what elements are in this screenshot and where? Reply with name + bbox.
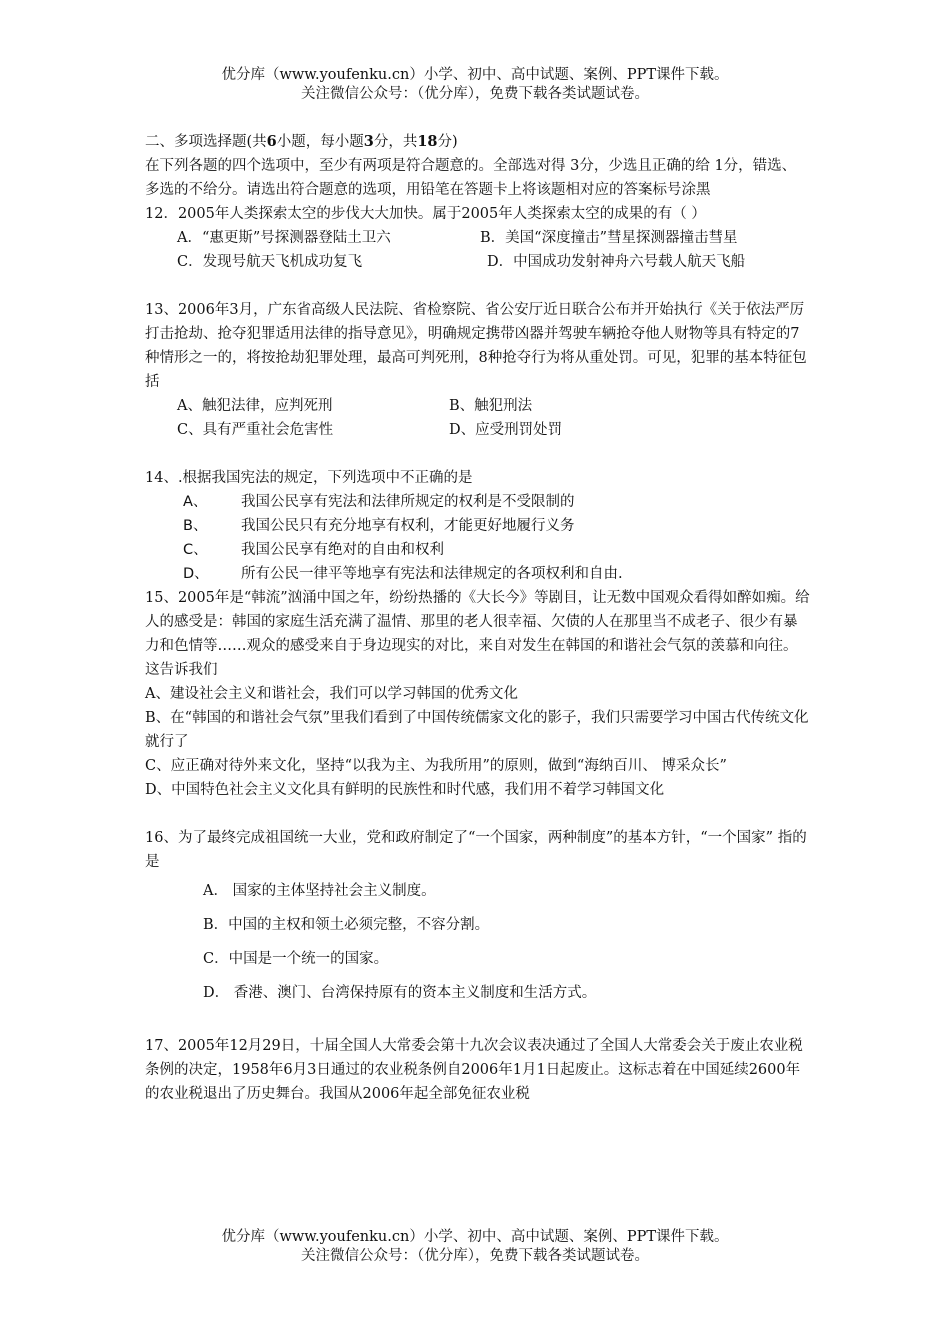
question-12 — [145, 202, 810, 274]
question-stem: 12．2005年人类探索太空的步伐大大加快。属于2005年人类探索太空的成果的有（ ） — [145, 206, 706, 222]
option-b: B、 我国公民只有充分地享有权利，才能更好地履行义务 — [183, 518, 575, 534]
footer-line-1: 优分库（www.youfenku.cn）小学、初中、高中试题、案例、PPT课件下载。 — [221, 1229, 729, 1245]
question-15 — [145, 586, 810, 802]
option-row — [145, 394, 810, 418]
section-instructions: 在下列各题的四个选项中，至少有两项是符合题意的。全部选对得 3分，少选且正确的给 1分，错选、多选的不给分。请选出符合题意的选项，用铅笔在答题卡上将该题相对应的答案标号涂黑 — [145, 158, 797, 198]
option-b: B、触犯刑法 — [449, 398, 533, 414]
document-body — [145, 130, 810, 1106]
section-title: 二、多项选择题(共6小题，每小题3分，共18分) — [145, 133, 458, 150]
option-a: A．“惠更斯”号探测器登陆土卫六 — [177, 230, 391, 246]
footer-line-2: 关注微信公众号：（优分库），免费下载各类试题试卷。 — [301, 1248, 649, 1264]
option-row — [145, 250, 810, 274]
option-d: D、应受刑罚处罚 — [449, 422, 563, 438]
question-14 — [145, 466, 810, 586]
option-row — [145, 418, 810, 442]
header-line-1: 优分库（www.youfenku.cn）小学、初中、高中试题、案例、PPT课件下载。 — [221, 67, 729, 83]
points-each: 3 — [363, 133, 374, 150]
option-d: D．中国成功发射神舟六号载人航天飞船 — [487, 254, 746, 270]
option-c: C、 我国公民享有绝对的自由和权利 — [183, 542, 444, 558]
page-header — [0, 66, 950, 104]
option-a: A． 国家的主体坚持社会主义制度。 — [203, 883, 436, 899]
points-total: 18 — [417, 133, 438, 150]
option-a: A、 我国公民享有宪法和法律所规定的权利是不受限制的 — [183, 494, 575, 510]
question-17 — [145, 1034, 810, 1106]
question-count: 6 — [266, 133, 277, 150]
option-row — [145, 226, 810, 250]
question-13 — [145, 298, 810, 442]
option-d: D、中国特色社会主义文化具有鲜明的民族性和时代感，我们用不着学习韩国文化 — [145, 782, 665, 798]
question-stem: 17、2005年12月29日，十届全国人大常委会第十九次会议表决通过了全国人大常委会关于废止农业税条例的决定，1958年6月3日通过的农业税条例自2006年1月1日起废止。这标志着在中国延续2600年的农业税退出了历史舞台。我国从2006年起全部免征农业税 — [145, 1038, 803, 1102]
page-footer — [0, 1228, 950, 1266]
option-a: A、触犯法律，应判死刑 — [177, 398, 333, 414]
option-c: C．中国是一个统一的国家。 — [203, 951, 389, 967]
question-16 — [145, 826, 810, 1010]
option-c: C、应正确对待外来文化，坚持“以我为主、为我所用”的原则，做到“海纳百川、 博采众长” — [145, 758, 727, 774]
option-b: B．中国的主权和领土必须完整，不容分割。 — [203, 917, 490, 933]
option-d: D． 香港、澳门、台湾保持原有的资本主义制度和生活方式。 — [203, 985, 597, 1001]
option-b: B、在“韩国的和谐社会气氛”里我们看到了中国传统儒家文化的影子，我们只需要学习中国古代传统文化就行了 — [145, 710, 809, 750]
option-b: B．美国“深度撞击”彗星探测器撞击彗星 — [480, 230, 738, 246]
option-c: C．发现号航天飞机成功复飞 — [177, 254, 363, 270]
option-a: A、建设社会主义和谐社会，我们可以学习韩国的优秀文化 — [145, 686, 518, 702]
question-stem: 14、.根据我国宪法的规定，下列选项中不正确的是 — [145, 470, 473, 486]
header-line-2: 关注微信公众号：（优分库），免费下载各类试题试卷。 — [301, 86, 649, 102]
question-stem: 16、为了最终完成祖国统一大业，党和政府制定了“一个国家，两种制度”的基本方针，“一个国家” 指的是 — [145, 830, 807, 870]
question-stem: 13、2006年3月，广东省高级人民法院、省检察院、省公安厅近日联合公布并开始执行《关于依法严厉打击抢劫、抢夺犯罪适用法律的指导意见》，明确规定携带凶器并驾驶车辆抢夺他人财物等具有特定的7种情形之一的，将按抢劫犯罪处理，最高可判死刑，8种抢夺行为将从重处罚。可见，犯罪的基本特征包括 — [145, 302, 807, 390]
question-stem: 15、2005年是“韩流”汹涌中国之年，纷纷热播的《大长今》等剧目，让无数中国观众看得如醉如痴。给人的感受是：韩国的家庭生活充满了温情、那里的老人很幸福、欠债的人在那里当不成老子、很少有暴力和色情等……观众的感受来自于身边现实的对比，来自对发生在韩国的和谐社会气氛的羡慕和向往。这告诉我们 — [145, 590, 810, 678]
option-d: D、 所有公民一律平等地享有宪法和法律规定的各项权利和自由. — [183, 566, 623, 582]
option-c: C、具有严重社会危害性 — [177, 422, 334, 438]
